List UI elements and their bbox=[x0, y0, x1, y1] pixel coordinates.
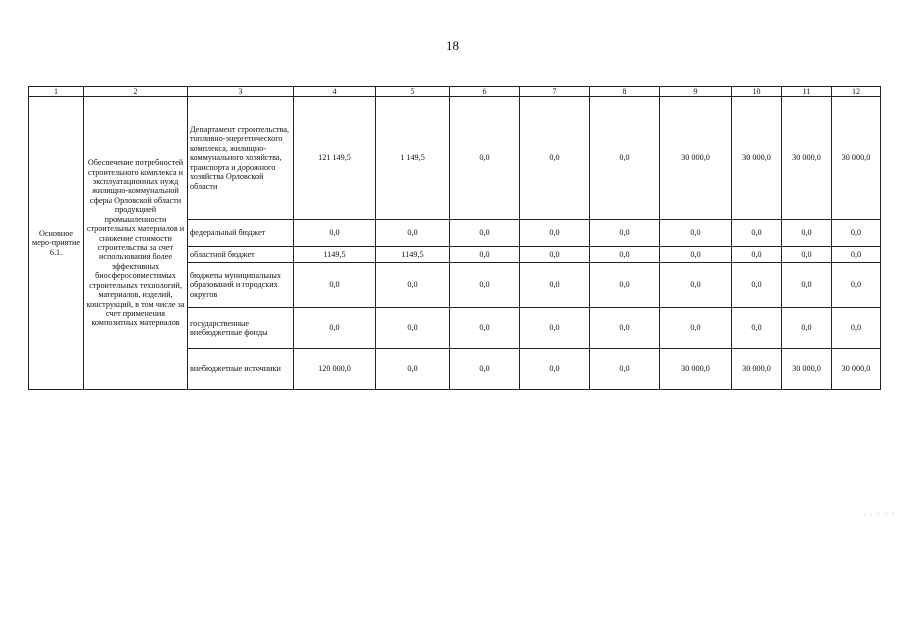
funding-table bbox=[28, 86, 881, 390]
funding-source: внебюджетные источники bbox=[188, 349, 294, 390]
value-cell: 0,0 bbox=[520, 263, 590, 308]
value-cell: 0,0 bbox=[590, 247, 660, 263]
value-cell: 0,0 bbox=[520, 349, 590, 390]
column-header: 7 bbox=[520, 87, 590, 97]
value-cell: 0,0 bbox=[590, 97, 660, 220]
value-cell: 0,0 bbox=[660, 308, 732, 349]
column-header: 1 bbox=[29, 87, 84, 97]
value-cell: 30 000,0 bbox=[782, 349, 832, 390]
value-cell: 0,0 bbox=[782, 308, 832, 349]
value-cell: 30 000,0 bbox=[832, 349, 881, 390]
value-cell: 1149,5 bbox=[294, 247, 376, 263]
value-cell: 0,0 bbox=[520, 97, 590, 220]
value-cell: 0,0 bbox=[450, 349, 520, 390]
value-cell: 0,0 bbox=[732, 263, 782, 308]
value-cell: 0,0 bbox=[520, 220, 590, 247]
value-cell: 0,0 bbox=[732, 220, 782, 247]
value-cell: 30 000,0 bbox=[832, 97, 881, 220]
value-cell: 0,0 bbox=[376, 308, 450, 349]
value-cell: 0,0 bbox=[832, 220, 881, 247]
value-cell: 0,0 bbox=[732, 247, 782, 263]
value-cell: 0,0 bbox=[376, 263, 450, 308]
column-header: 10 bbox=[732, 87, 782, 97]
value-cell: 0,0 bbox=[520, 308, 590, 349]
value-cell: 0,0 bbox=[832, 247, 881, 263]
funding-source: бюджеты муниципальных образований и городских округов bbox=[188, 263, 294, 308]
value-cell: 0,0 bbox=[590, 220, 660, 247]
column-header: 2 bbox=[84, 87, 188, 97]
value-cell: 120 000,0 bbox=[294, 349, 376, 390]
value-cell: 0,0 bbox=[450, 263, 520, 308]
value-cell: 0,0 bbox=[450, 220, 520, 247]
measure-description: Обеспечение потребностей строительного комплекса и эксплуатационных нужд жилищно-коммунальной сферы Орловской области продукцией промышленности строительных материалов и снижение стоимости строительства за счет использования более эффективных биосферосовместимых строительных технологий, материалов, изделий, конструкций, в том числе за счет применения композитных материалов bbox=[84, 97, 188, 390]
page-number: 18 bbox=[446, 38, 459, 53]
value-cell: 0,0 bbox=[782, 220, 832, 247]
column-header: 11 bbox=[782, 87, 832, 97]
table-row bbox=[29, 97, 881, 220]
value-cell: 0,0 bbox=[660, 263, 732, 308]
scan-dots-icon bbox=[862, 512, 896, 516]
value-cell: 0,0 bbox=[782, 263, 832, 308]
value-cell: 0,0 bbox=[732, 308, 782, 349]
value-cell: 0,0 bbox=[450, 97, 520, 220]
column-header: 3 bbox=[188, 87, 294, 97]
scan-artifact bbox=[862, 512, 896, 516]
funding-source: государственные внебюджетные фонды bbox=[188, 308, 294, 349]
column-header: 12 bbox=[832, 87, 881, 97]
funding-source: федеральный бюджет bbox=[188, 220, 294, 247]
value-cell: 1 149,5 bbox=[376, 97, 450, 220]
value-cell: 0,0 bbox=[590, 308, 660, 349]
value-cell: 0,0 bbox=[782, 247, 832, 263]
value-cell: 30 000,0 bbox=[732, 97, 782, 220]
funding-source: областной бюджет bbox=[188, 247, 294, 263]
value-cell: 0,0 bbox=[832, 308, 881, 349]
value-cell: 30 000,0 bbox=[782, 97, 832, 220]
value-cell: 0,0 bbox=[660, 220, 732, 247]
value-cell: 1149,5 bbox=[376, 247, 450, 263]
column-header: 6 bbox=[450, 87, 520, 97]
value-cell: 0,0 bbox=[832, 263, 881, 308]
column-header: 8 bbox=[590, 87, 660, 97]
value-cell: 0,0 bbox=[450, 308, 520, 349]
value-cell: 0,0 bbox=[450, 247, 520, 263]
header-row bbox=[29, 87, 881, 97]
value-cell: 30 000,0 bbox=[732, 349, 782, 390]
value-cell: 121 149,5 bbox=[294, 97, 376, 220]
value-cell: 0,0 bbox=[376, 349, 450, 390]
value-cell: 0,0 bbox=[660, 247, 732, 263]
funding-source: Департамент строительства, топливно-энергетического комплекса, жилищно-коммунального хозяйства, транспорта и дорожного хозяйства Орловской области bbox=[188, 97, 294, 220]
value-cell: 0,0 bbox=[590, 349, 660, 390]
value-cell: 30 000,0 bbox=[660, 97, 732, 220]
value-cell: 0,0 bbox=[294, 220, 376, 247]
column-header: 4 bbox=[294, 87, 376, 97]
column-header: 5 bbox=[376, 87, 450, 97]
value-cell: 30 000,0 bbox=[660, 349, 732, 390]
value-cell: 0,0 bbox=[294, 263, 376, 308]
value-cell: 0,0 bbox=[590, 263, 660, 308]
value-cell: 0,0 bbox=[294, 308, 376, 349]
column-header: 9 bbox=[660, 87, 732, 97]
measure-cell: Основное меро-приятие 6.1. bbox=[29, 97, 84, 390]
value-cell: 0,0 bbox=[376, 220, 450, 247]
value-cell: 0,0 bbox=[520, 247, 590, 263]
